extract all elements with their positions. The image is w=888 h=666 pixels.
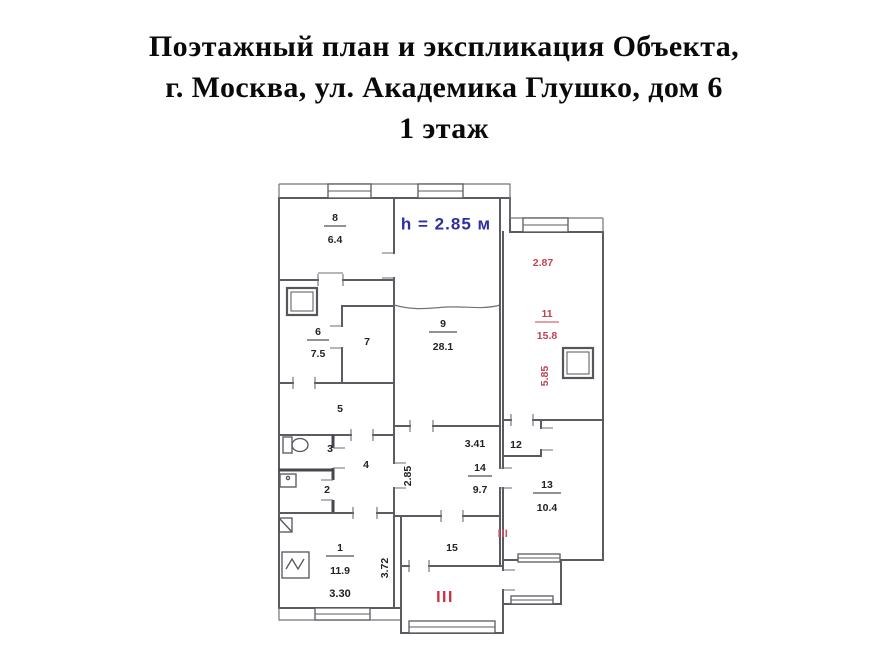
room-7-number: 7 (364, 335, 370, 348)
room-11-area: 15.8 (536, 329, 558, 342)
floor-plan-container (263, 168, 643, 660)
room-6-number: 6 (315, 325, 321, 338)
room-13-area: 10.4 (536, 501, 558, 514)
radiator-mark: III (497, 527, 509, 540)
room-14-depth-dim: 2.85 (401, 465, 414, 487)
room-8-number: 8 (332, 211, 338, 224)
room-2-number: 2 (324, 483, 330, 496)
document-title (0, 26, 888, 149)
room-1-number: 1 (337, 541, 343, 554)
room-14-number: 14 (474, 461, 486, 474)
room-14-area: 9.7 (472, 483, 488, 496)
room-8-area: 6.4 (327, 233, 343, 246)
room-5-number: 5 (337, 402, 343, 415)
room-11-width-dim: 2.87 (532, 256, 554, 269)
room-3-number: 3 (327, 442, 333, 455)
room-9-area: 28.1 (432, 340, 454, 353)
title-line-2: г. Москва, ул. Академика Глушко, дом 6 (165, 71, 723, 104)
room-9-number: 9 (440, 317, 446, 330)
room-14-width-dim: 3.41 (464, 437, 486, 450)
room-11-number: 11 (541, 307, 553, 320)
title-line-3: 1 этаж (399, 112, 489, 145)
room-1-depth-dim: 3.72 (378, 557, 391, 579)
room-1-width-dim: 3.30 (329, 587, 351, 600)
loggia-mark: III (436, 589, 454, 607)
room-1-area: 11.9 (330, 564, 350, 577)
room-12-number: 12 (510, 438, 522, 451)
floor-plan-svg (263, 168, 643, 660)
room-11-depth-dim: 5.85 (538, 365, 551, 387)
room-13-number: 13 (541, 478, 553, 491)
room-4-number: 4 (363, 458, 369, 471)
room-6-area: 7.5 (310, 347, 326, 360)
title-line-1: Поэтажный план и экспликация Объекта, (148, 30, 740, 63)
ceiling-height-label: h = 2.85 м (400, 214, 492, 234)
room-15-number: 15 (446, 541, 458, 554)
